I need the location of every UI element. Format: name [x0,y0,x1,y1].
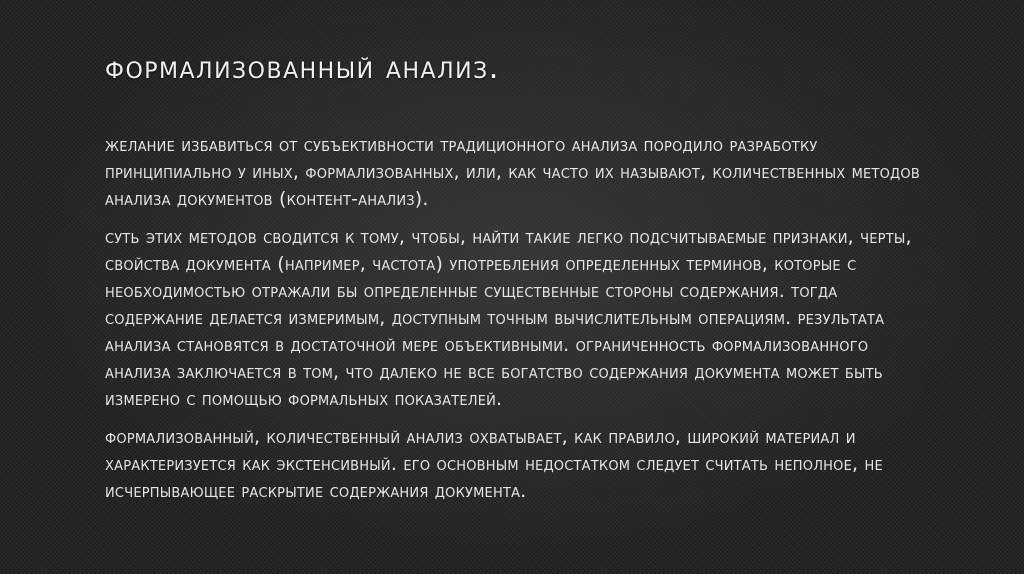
slide-body [105,132,935,516]
paragraph-essence: суть этих методов сводится к тому, чтобы, найти такие легко подсчитываемые признаки, черты, свойства документа (например, частота) употребления определенных терминов, которые с необходимостью отражали бы определенные существенные стороны содержания. тогда содержание делается измеримым, доступным точным вычислительным операциям. результата анализа становятся в достаточной мере объективными. ограниченность формализованного анализа заключается в том, что далеко не все богатство содержания документа может быть измерено с помощью формальных показателей. [105,226,912,410]
paragraph-intro: желание избавиться от субъективности традиционного анализа породило разработку принципиально у иных, формализованных, или, как часто их называют, количественных методов анализа документов (контент-анализ). [105,134,920,210]
slide-title: формализованный анализ. [105,50,501,86]
paragraph-conclusion: формализованный, количественный анализ охватывает, как правило, широкий материал и характеризуется как экстенсивный. его основным недостатком следует считать неполное, не исчерпывающее раскрытие содержания документа. [105,426,883,502]
